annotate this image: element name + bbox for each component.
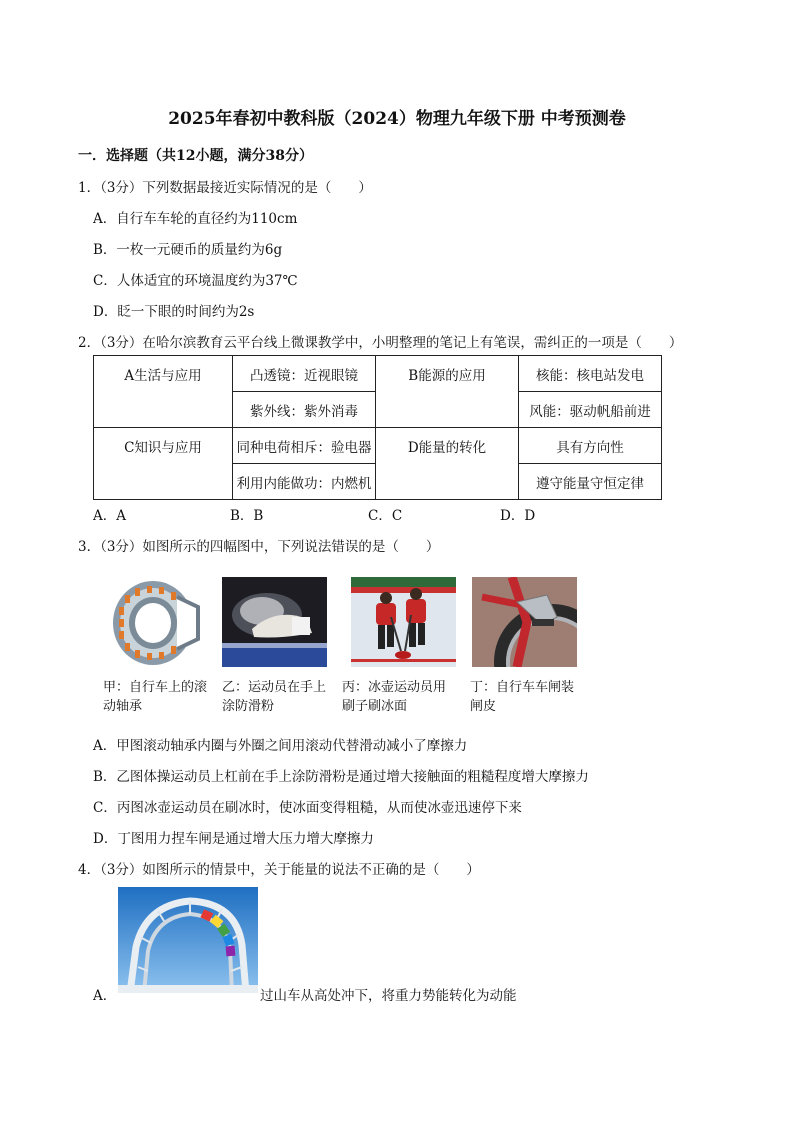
figure-caption-bing: 丙：冰壶运动员用刷子刷冰面 — [342, 680, 447, 714]
bearing-photo — [103, 577, 208, 667]
table-cell-b-item-1: 核能：核电站发电 — [519, 356, 662, 392]
question-1-option-b: B．一枚一元硬币的质量约为6g — [93, 242, 283, 258]
question-3-option-b: B．乙图体操运动员上杠前在手上涂防滑粉是通过增大接触面的粗糙程度增大摩擦力 — [93, 769, 589, 785]
table-cell-b-item-2: 风能：驱动帆船前进 — [519, 392, 662, 428]
figure-caption-ding: 丁：自行车车闸装闸皮 — [470, 680, 575, 714]
table-cell-d-item-1: 具有方向性 — [519, 428, 662, 464]
figure-caption-yi: 乙：运动员在手上涂防滑粉 — [222, 680, 327, 714]
question-3-option-a: A．甲图滚动轴承内圈与外圈之间用滚动代替滑动减小了摩擦力 — [93, 738, 468, 754]
table-cell-c-category: C知识与应用 — [94, 428, 233, 500]
table-cell-d-item-2: 遵守能量守恒定律 — [519, 464, 662, 500]
table-cell-a-item-2: 紫外线：紫外消毒 — [233, 392, 376, 428]
roller-coaster-photo — [118, 887, 258, 993]
question-1-stem: 1．（3分）下列数据最接近实际情况的是（ ） — [78, 180, 372, 196]
question-2-table — [93, 355, 662, 500]
chalk-hands-photo — [222, 577, 327, 667]
question-1-option-c: C．人体适宜的环境温度约为37℃ — [93, 273, 298, 289]
question-4-option-a-text: 过山车从高处冲下，将重力势能转化为动能 — [260, 988, 517, 1004]
question-2-stem: 2．（3分）在哈尔滨教育云平台线上微课教学中，小明整理的笔记上有笔误，需纠正的一项是（ ） — [78, 335, 683, 351]
question-2-option-a: A．A — [93, 508, 126, 524]
table-cell-c-item-2: 利用内能做功：内燃机 — [233, 464, 376, 500]
section-heading: 一．选择题（共12小题，满分38分） — [78, 148, 313, 164]
table-cell-b-category: B能源的应用 — [376, 356, 519, 428]
table-cell-c-item-1: 同种电荷相斥：验电器 — [233, 428, 376, 464]
bicycle-brake-photo — [472, 577, 577, 667]
table-cell-a-category: A生活与应用 — [94, 356, 233, 428]
question-1-option-a: A．自行车车轮的直径约为110cm — [93, 211, 298, 227]
table-cell-a-item-1: 凸透镜：近视眼镜 — [233, 356, 376, 392]
question-2-option-c: C．C — [368, 508, 403, 524]
question-3-option-c: C．丙图冰壶运动员在刷冰时，使冰面变得粗糙，从而使冰壶迅速停下来 — [93, 800, 522, 816]
page-title: 2025年春初中教科版（2024）物理九年级下册 中考预测卷 — [168, 109, 626, 129]
question-1-option-d: D．眨一下眼的时间约为2s — [93, 304, 255, 320]
table-cell-d-category: D能量的转化 — [376, 428, 519, 500]
question-2-option-d: D．D — [500, 508, 536, 524]
curling-photo — [351, 577, 456, 667]
figure-caption-jia: 甲：自行车上的滚动轴承 — [103, 680, 208, 714]
question-2-option-b: B．B — [230, 508, 264, 524]
question-4-option-a-label: A． — [93, 988, 117, 1004]
question-3-option-d: D．丁图用力捏车闸是通过增大压力增大摩擦力 — [93, 831, 374, 847]
question-3-stem: 3．（3分）如图所示的四幅图中，下列说法错误的是（ ） — [78, 539, 440, 555]
question-4-stem: 4．（3分）如图所示的情景中，关于能量的说法不正确的是（ ） — [78, 862, 480, 878]
